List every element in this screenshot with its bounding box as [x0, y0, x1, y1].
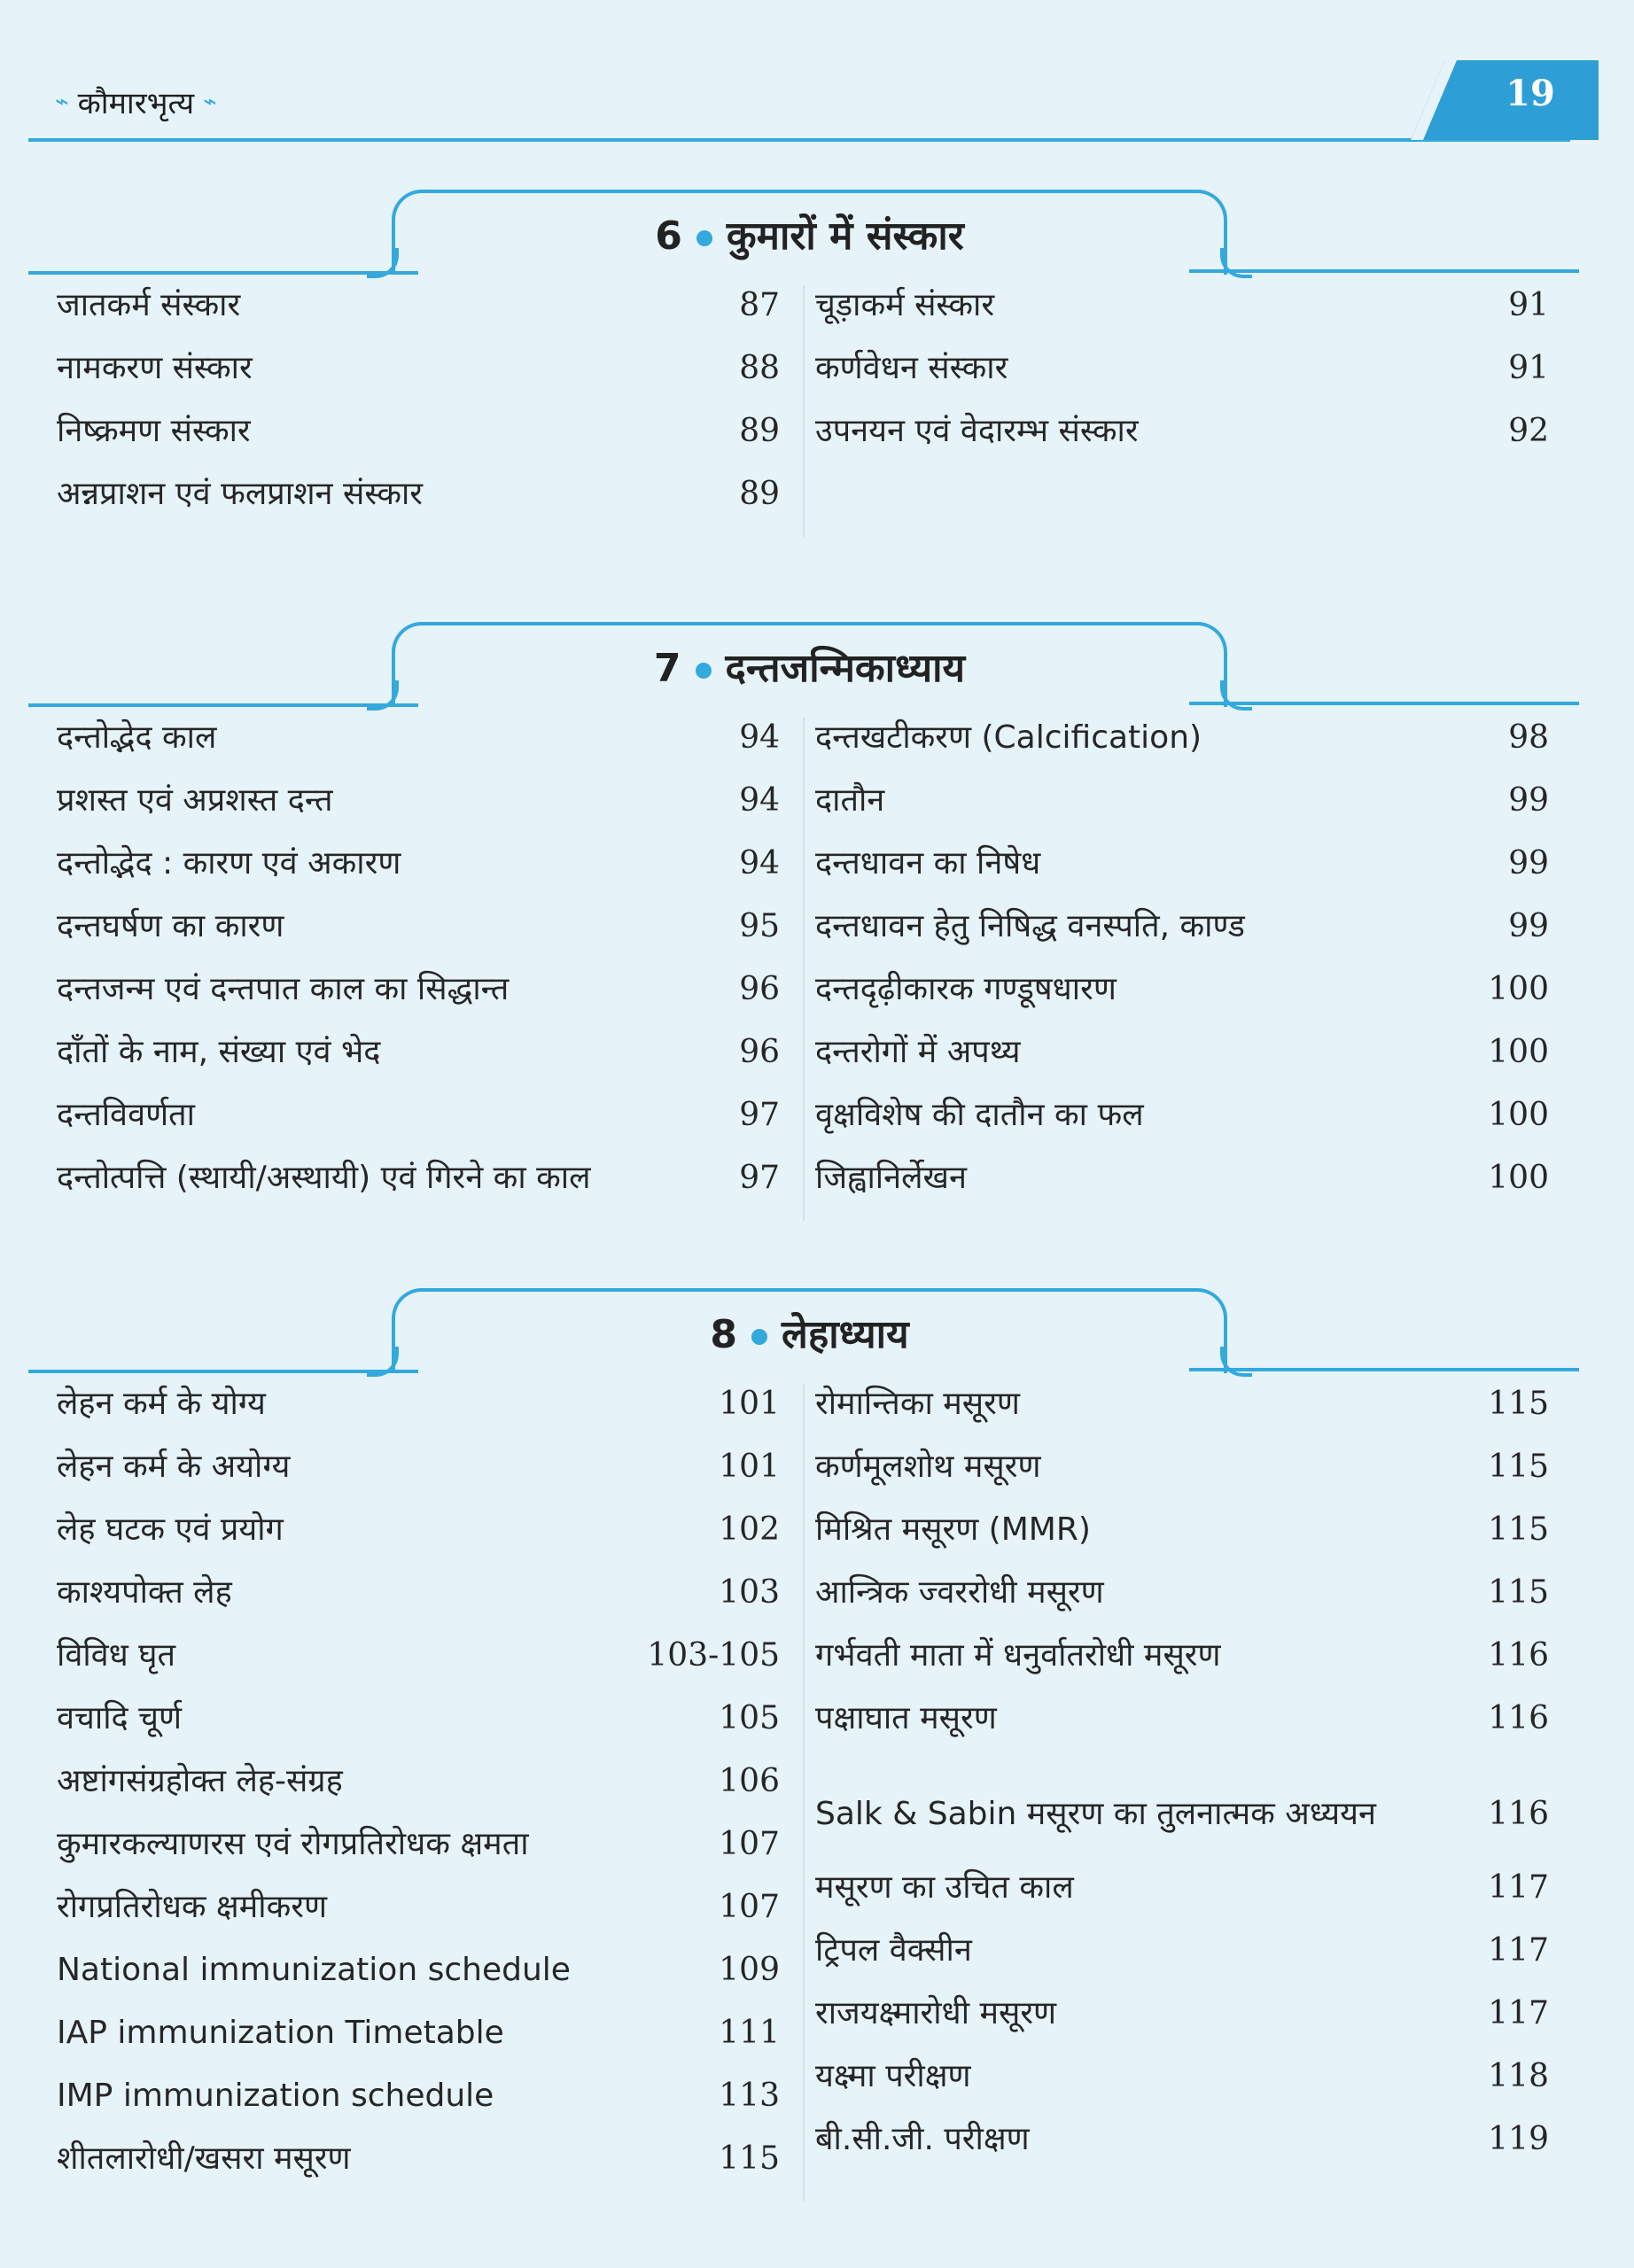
- section-7: [28, 622, 1579, 1221]
- entry-page: 96: [739, 971, 780, 1007]
- toc-entry[interactable]: [28, 1510, 803, 1573]
- toc-entry[interactable]: [805, 1384, 1579, 1447]
- entry-title: जिह्वानिर्लेखन: [815, 1160, 967, 1196]
- entry-page: 107: [719, 1889, 780, 1925]
- entry-title: प्रशस्त एवं अप्रशस्त दन्त: [57, 782, 333, 819]
- entry-title: लेह घटक एवं प्रयोग: [57, 1511, 284, 1548]
- section-title: [395, 640, 1224, 693]
- toc-entry[interactable]: [28, 1032, 803, 1095]
- entry-title: मसूरण का उचित काल: [815, 1869, 1074, 1906]
- heading-frame: [392, 190, 1227, 275]
- entry-title: दन्तविवर्णता: [57, 1097, 195, 1133]
- toc-entry[interactable]: [805, 843, 1579, 906]
- toc-entry[interactable]: [28, 411, 803, 474]
- entry-title: दन्तघर्षण का कारण: [57, 908, 284, 944]
- toc-entry[interactable]: [28, 906, 803, 969]
- toc-entry[interactable]: [805, 718, 1579, 781]
- toc-entry[interactable]: [28, 285, 803, 348]
- entry-page: 89: [739, 476, 780, 512]
- entry-page: 115: [1488, 1449, 1549, 1485]
- toc-column-right: [803, 1384, 1579, 2202]
- ornament-right-icon: ⌁: [203, 89, 217, 115]
- toc-list: [28, 1384, 1579, 2202]
- entry-page: 105: [719, 1700, 780, 1736]
- entry-page: 109: [719, 1952, 780, 1988]
- entry-page: 102: [719, 1511, 780, 1548]
- entry-title: दन्तधावन का निषेध: [815, 845, 1041, 882]
- entry-title: चूड़ाकर्म संस्कार: [815, 287, 995, 323]
- header-rule: [28, 138, 1570, 142]
- entry-title: IMP immunization schedule: [57, 2078, 494, 2114]
- entry-title: पक्षाघात मसूरण: [815, 1700, 997, 1736]
- section-number: 7: [653, 646, 681, 691]
- entry-page: 116: [1488, 1637, 1549, 1674]
- entry-page: 96: [739, 1034, 780, 1070]
- toc-entry[interactable]: [28, 1158, 803, 1221]
- heading-rule-left: [28, 703, 418, 707]
- page-number: 19: [1506, 73, 1555, 114]
- toc-entry[interactable]: [28, 2013, 803, 2076]
- toc-entry[interactable]: [805, 348, 1579, 411]
- entry-title: दन्तदृढ़ीकारक गण्डूषधारण: [815, 971, 1117, 1007]
- entry-title: अष्टांगसंग्रहोक्त लेह-संग्रह: [57, 1763, 343, 1799]
- toc-entry[interactable]: [28, 1887, 803, 1950]
- toc-entry[interactable]: [28, 1447, 803, 1510]
- entry-title: मिश्रित मसूरण (MMR): [815, 1511, 1091, 1548]
- toc-column-right: [803, 285, 1579, 537]
- entry-page: 115: [1488, 1574, 1549, 1611]
- toc-entry[interactable]: [805, 1095, 1579, 1158]
- entry-page: 117: [1488, 1932, 1549, 1969]
- entry-title: बी.सी.जी. परीक्षण: [815, 2121, 1030, 2157]
- entry-title: वृक्षविशेष की दातौन का फल: [815, 1097, 1144, 1133]
- entry-title: आन्त्रिक ज्वररोधी मसूरण: [815, 1574, 1104, 1611]
- toc-entry[interactable]: [805, 1447, 1579, 1510]
- entry-page: 117: [1488, 1869, 1549, 1906]
- entry-title: रोमान्तिका मसूरण: [815, 1386, 1020, 1422]
- entry-title: दन्तजन्म एवं दन्तपात काल का सिद्धान्त: [57, 971, 510, 1007]
- entry-title: कुमारकल्याणरस एवं रोगप्रतिरोधक क्षमता: [57, 1826, 529, 1862]
- book-title-text: कौमारभृत्य: [77, 86, 195, 121]
- entry-page: 118: [1488, 2058, 1549, 2094]
- entry-page: 97: [739, 1160, 780, 1196]
- entry-page: 91: [1508, 287, 1549, 323]
- entry-page: 88: [739, 350, 780, 386]
- section-6: [28, 190, 1579, 537]
- section-number: 8: [710, 1312, 738, 1357]
- ornament-left-icon: ⌁: [55, 89, 69, 115]
- section-number: 6: [655, 214, 682, 259]
- entry-page: 94: [739, 719, 780, 756]
- toc-entry[interactable]: [28, 781, 803, 843]
- section-title-text: दन्तजन्मिकाध्याय: [725, 646, 966, 691]
- entry-page: 116: [1488, 1700, 1549, 1736]
- bullet-dot-icon: [751, 1329, 767, 1345]
- heading-rule-left: [28, 271, 418, 275]
- heading-rule-left: [28, 1370, 418, 1373]
- entry-page: 87: [739, 287, 780, 323]
- toc-entry[interactable]: [805, 1510, 1579, 1573]
- entry-title: लेहन कर्म के योग्य: [57, 1386, 266, 1422]
- toc-entry[interactable]: [805, 1761, 1579, 1868]
- entry-page: 100: [1488, 1034, 1549, 1070]
- entry-page: 100: [1488, 971, 1549, 1007]
- toc-entry[interactable]: [28, 1950, 803, 2013]
- toc-entry[interactable]: [28, 1761, 803, 1824]
- toc-entry[interactable]: [28, 969, 803, 1032]
- toc-entry[interactable]: [805, 1635, 1579, 1698]
- heading-frame: [392, 1288, 1227, 1373]
- toc-entry[interactable]: [805, 1993, 1579, 2056]
- entry-page: 101: [719, 1386, 780, 1422]
- entry-page: 101: [719, 1449, 780, 1485]
- toc-entry[interactable]: [28, 1824, 803, 1887]
- entry-title: दातौन: [815, 782, 885, 819]
- toc-column-left: [28, 1384, 803, 2202]
- entry-title: Salk & Sabin मसूरण का तुलनात्मक अध्ययन: [815, 1796, 1376, 1832]
- entry-title: लेहन कर्म के अयोग्य: [57, 1449, 291, 1485]
- entry-title: National immunization schedule: [57, 1952, 571, 1988]
- entry-page: 119: [1488, 2121, 1549, 2157]
- entry-page: 98: [1508, 719, 1549, 756]
- toc-entry[interactable]: [805, 2056, 1579, 2119]
- toc-entry[interactable]: [28, 1384, 803, 1447]
- section-heading: [28, 622, 1579, 718]
- entry-page: 103: [719, 1574, 780, 1611]
- toc-column-right: [803, 718, 1579, 1221]
- entry-title: दाँतों के नाम, संख्या एवं भेद: [57, 1034, 381, 1070]
- entry-page: 94: [739, 845, 780, 882]
- toc-entry[interactable]: [805, 1868, 1579, 1930]
- toc-entry[interactable]: [28, 348, 803, 411]
- entry-title: ट्रिपल वैक्सीन: [815, 1932, 972, 1969]
- toc-entry[interactable]: [805, 411, 1579, 474]
- entry-page: 92: [1508, 413, 1549, 449]
- entry-page: 89: [739, 413, 780, 449]
- entry-title: यक्ष्मा परीक्षण: [815, 2058, 971, 2094]
- entry-title: शीतलारोधी/खसरा मसूरण: [57, 2140, 351, 2177]
- section-title-text: लेहाध्याय: [782, 1312, 909, 1357]
- entry-page: 116: [1488, 1796, 1549, 1832]
- entry-title: जातकर्म संस्कार: [57, 287, 241, 323]
- entry-title: कर्णमूलशोथ मसूरण: [815, 1449, 1041, 1485]
- entry-page: 107: [719, 1826, 780, 1862]
- toc-entry[interactable]: [805, 1158, 1579, 1221]
- entry-title: रोगप्रतिरोधक क्षमीकरण: [57, 1889, 327, 1925]
- running-header: [28, 73, 1570, 135]
- entry-title: दन्तोत्पत्ति (स्थायी/अस्थायी) एवं गिरने का काल: [57, 1160, 591, 1196]
- toc-entry[interactable]: [28, 718, 803, 781]
- entry-page: 91: [1508, 350, 1549, 386]
- entry-page: 111: [719, 2015, 780, 2051]
- entry-page: 113: [719, 2078, 780, 2114]
- entry-page: 97: [739, 1097, 780, 1133]
- entry-title: दन्तधावन हेतु निषिद्ध वनस्पति, काण्ड: [815, 908, 1245, 944]
- section-8: [28, 1288, 1579, 2202]
- entry-title: IAP immunization Timetable: [57, 2015, 504, 2051]
- toc-entry[interactable]: [805, 285, 1579, 348]
- toc-entry[interactable]: [805, 1573, 1579, 1635]
- entry-title: काश्यपोक्त लेह: [57, 1574, 232, 1611]
- entry-title: वचादि चूर्ण: [57, 1700, 182, 1736]
- section-title: [395, 1306, 1224, 1359]
- entry-page: 106: [719, 1763, 780, 1799]
- entry-title: नामकरण संस्कार: [57, 350, 253, 386]
- toc-entry[interactable]: [28, 1573, 803, 1635]
- entry-page: 94: [739, 782, 780, 819]
- section-heading: [28, 1288, 1579, 1384]
- bullet-dot-icon: [696, 663, 712, 679]
- entry-page: 99: [1508, 908, 1549, 944]
- entry-page: 115: [1488, 1511, 1549, 1548]
- entry-page: 115: [1488, 1386, 1549, 1422]
- entry-title: विविध घृत: [57, 1637, 176, 1674]
- toc-list: [28, 718, 1579, 1221]
- entry-title: दन्तखटीकरण (Calcification): [815, 719, 1202, 756]
- entry-page: 103-105: [647, 1637, 780, 1674]
- toc-entry[interactable]: [28, 2139, 803, 2202]
- book-title: [55, 82, 217, 122]
- toc-entry[interactable]: [28, 843, 803, 906]
- entry-page: 100: [1488, 1160, 1549, 1196]
- section-title: [395, 207, 1224, 260]
- toc-entry[interactable]: [28, 2076, 803, 2139]
- entry-title: दन्तरोगों में अपथ्य: [815, 1034, 1021, 1070]
- entry-title: दन्तोद्भेद : कारण एवं अकारण: [57, 845, 401, 882]
- entry-page: 99: [1508, 782, 1549, 819]
- entry-title: निष्क्रमण संस्कार: [57, 413, 251, 449]
- bullet-dot-icon: [696, 230, 712, 246]
- entry-page: 115: [719, 2140, 780, 2177]
- heading-frame: [392, 622, 1227, 707]
- entry-title: गर्भवती माता में धनुर्वातरोधी मसूरण: [815, 1637, 1221, 1674]
- section-title-text: कुमारों में संस्कार: [726, 214, 964, 259]
- entry-page: 117: [1488, 1995, 1549, 2031]
- toc-entry[interactable]: [805, 2119, 1579, 2182]
- entry-page: 99: [1508, 845, 1549, 882]
- entry-title: अन्नप्राशन एवं फलप्राशन संस्कार: [57, 476, 424, 512]
- toc-entry[interactable]: [28, 1095, 803, 1158]
- toc-entry[interactable]: [805, 1032, 1579, 1095]
- entry-title: दन्तोद्भेद काल: [57, 719, 217, 756]
- toc-column-left: [28, 718, 803, 1221]
- entry-page: 100: [1488, 1097, 1549, 1133]
- toc-entry[interactable]: [805, 1698, 1579, 1761]
- section-heading: [28, 190, 1579, 285]
- toc-entry[interactable]: [28, 1698, 803, 1761]
- entry-title: कर्णवेधन संस्कार: [815, 350, 1008, 386]
- toc-column-left: [28, 285, 803, 537]
- entry-title: राजयक्ष्मारोधी मसूरण: [815, 1995, 1057, 2031]
- toc-entry[interactable]: [805, 969, 1579, 1032]
- toc-entry[interactable]: [28, 474, 803, 537]
- toc-entry[interactable]: [805, 906, 1579, 969]
- entry-title: उपनयन एवं वेदारम्भ संस्कार: [815, 413, 1139, 449]
- toc-list: [28, 285, 1579, 537]
- entry-page: 95: [739, 908, 780, 944]
- toc-entry[interactable]: [28, 1635, 803, 1698]
- toc-entry[interactable]: [805, 781, 1579, 843]
- toc-entry[interactable]: [805, 1930, 1579, 1993]
